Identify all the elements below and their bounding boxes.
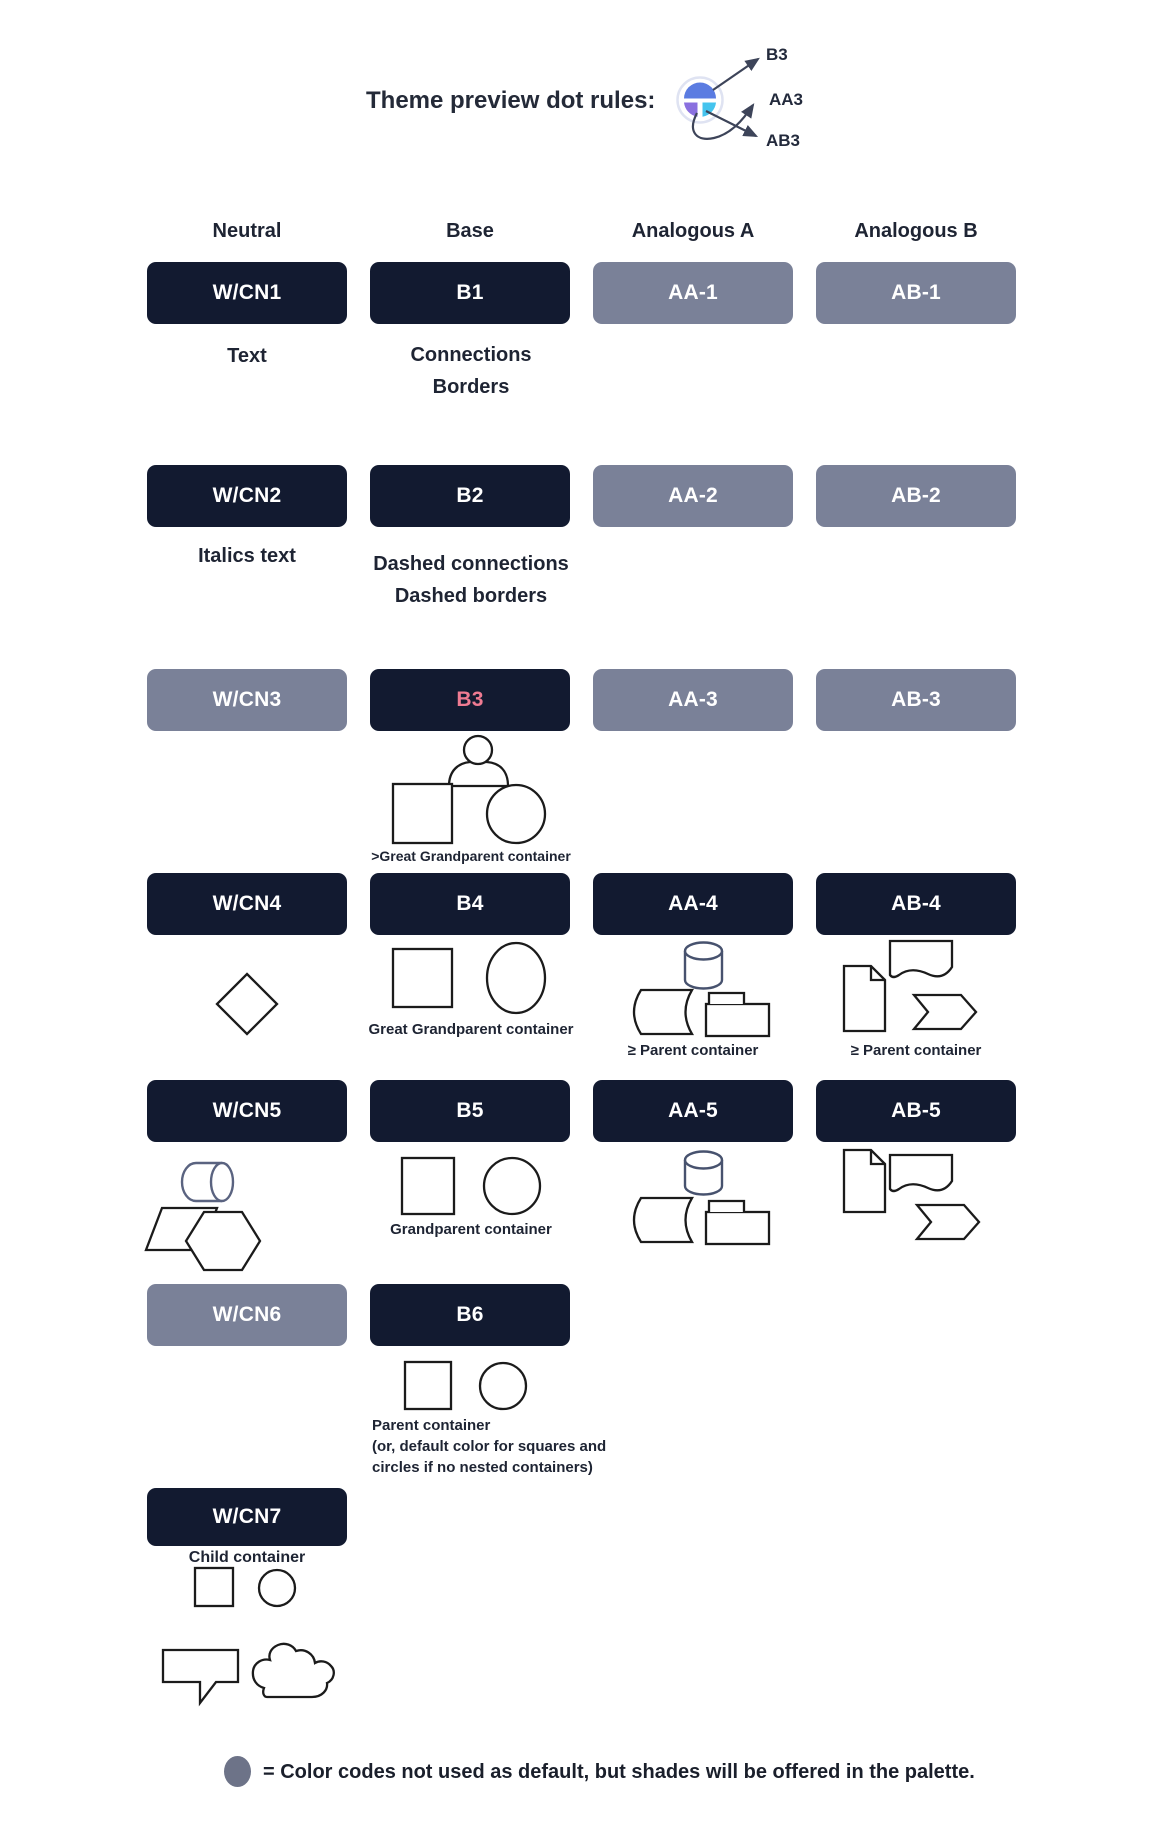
palette-box-b4: B4 [370, 873, 570, 935]
annotation-parent-line3: circles if no nested containers) [372, 1459, 593, 1476]
annotation-gte-parent-ab: ≥ Parent container [850, 1042, 982, 1059]
circle-shape [480, 1363, 526, 1409]
diamond-shape [217, 974, 277, 1034]
palette-box-ab4: AB-4 [816, 873, 1016, 935]
arrow-to-b3 [713, 59, 758, 90]
palette-box-wcn1: W/CN1 [147, 262, 347, 324]
page-title: Theme preview dot rules: [366, 87, 656, 114]
annotation-parent-line2: (or, default color for squares and [372, 1438, 607, 1455]
square-shape [393, 784, 452, 843]
horizontal-cylinder-end [211, 1163, 233, 1201]
folder-tab [709, 993, 744, 1004]
palette-box-aa3: AA-3 [593, 669, 793, 731]
circle-shape [487, 785, 545, 843]
circle-shape [259, 1570, 295, 1606]
annotation-gt-great-grandparent: >Great Grandparent container [371, 848, 571, 864]
dot-cyan-quarter [703, 103, 717, 117]
ellipse-shape [487, 943, 545, 1013]
stored-data-shape [634, 990, 692, 1034]
document-fold [871, 966, 885, 980]
palette-box-aa5: AA-5 [593, 1080, 793, 1142]
palette-box-b3: B3 [370, 669, 570, 731]
chevron-shape [917, 1205, 979, 1239]
annotation-connections: Connections [410, 344, 532, 366]
arrow-to-ab3 [706, 111, 756, 136]
palette-box-wcn6: W/CN6 [147, 1284, 347, 1346]
annotation-dashed-borders: Dashed borders [394, 585, 548, 607]
palette-box-wcn3: W/CN3 [147, 669, 347, 731]
annotation-italics-text: Italics text [198, 545, 296, 567]
document-shape [844, 966, 885, 1031]
chevron-shape [914, 995, 976, 1029]
square-shape [402, 1158, 454, 1214]
document-fold [871, 1150, 885, 1164]
annotation-dashed-connections: Dashed connections [373, 553, 569, 575]
folder-tab [709, 1201, 744, 1212]
dot-label-aa3: AA3 [769, 90, 804, 109]
palette-box-wcn7: W/CN7 [147, 1488, 347, 1546]
annotation-text: Text [227, 345, 267, 367]
annotation-parent-line1: Parent container [372, 1417, 491, 1434]
dot-blue-half [684, 83, 716, 99]
parallelogram-shape [146, 1208, 217, 1250]
stored-data-shape [634, 1198, 692, 1242]
cloud-shape [253, 1644, 334, 1697]
person-icon [449, 762, 508, 786]
column-header-analogous-a: Analogous A [631, 220, 755, 242]
cylinder-top [685, 1152, 722, 1169]
palette-box-ab2: AB-2 [816, 465, 1016, 527]
cylinder-icon [685, 951, 722, 989]
folder-body [706, 1212, 769, 1244]
palette-box-aa4: AA-4 [593, 873, 793, 935]
legend-text: = Color codes not used as default, but shades will be offered in the palette. [263, 1761, 975, 1783]
palette-box-wcn4: W/CN4 [147, 873, 347, 935]
tape-shape [890, 1155, 952, 1191]
palette-box-b5: B5 [370, 1080, 570, 1142]
square-shape [195, 1568, 233, 1606]
column-header-analogous-b: Analogous B [854, 220, 978, 242]
palette-box-ab5: AB-5 [816, 1080, 1016, 1142]
palette-box-wcn2: W/CN2 [147, 465, 347, 527]
cylinder-icon [685, 1160, 722, 1195]
circle-shape [484, 1158, 540, 1214]
palette-box-ab1: AB-1 [816, 262, 1016, 324]
dot-purple-quarter [684, 103, 698, 117]
annotation-great-grandparent: Great Grandparent container [368, 1021, 574, 1038]
cylinder-top [685, 943, 722, 960]
annotation-gte-parent-aa: ≥ Parent container [627, 1042, 759, 1059]
palette-box-aa2: AA-2 [593, 465, 793, 527]
dot-label-b3: B3 [766, 45, 788, 64]
tape-shape [890, 941, 952, 977]
square-shape [405, 1362, 451, 1409]
annotation-grandparent: Grandparent container [390, 1221, 552, 1238]
column-header-base: Base [446, 220, 494, 242]
square-shape [393, 949, 452, 1007]
palette-box-b1: B1 [370, 262, 570, 324]
dot-label-ab3: AB3 [766, 131, 801, 150]
document-shape [844, 1150, 885, 1212]
palette-box-b2: B2 [370, 465, 570, 527]
arrow-to-aa3 [693, 105, 753, 139]
palette-box-ab3: AB-3 [816, 669, 1016, 731]
horizontal-cylinder-body [182, 1163, 222, 1201]
person-head [464, 736, 492, 764]
palette-box-b6: B6 [370, 1284, 570, 1346]
folder-body [706, 1004, 769, 1036]
palette-box-wcn5: W/CN5 [147, 1080, 347, 1142]
theme-preview-dot-icon [678, 78, 723, 123]
annotation-borders: Borders [432, 376, 510, 398]
palette-box-aa1: AA-1 [593, 262, 793, 324]
annotation-child-container: Child container [188, 1549, 306, 1566]
hexagon-shape [186, 1212, 260, 1270]
column-header-neutral: Neutral [212, 220, 282, 242]
speech-bubble-shape [163, 1650, 238, 1703]
legend-gray-dot-icon [224, 1756, 251, 1787]
